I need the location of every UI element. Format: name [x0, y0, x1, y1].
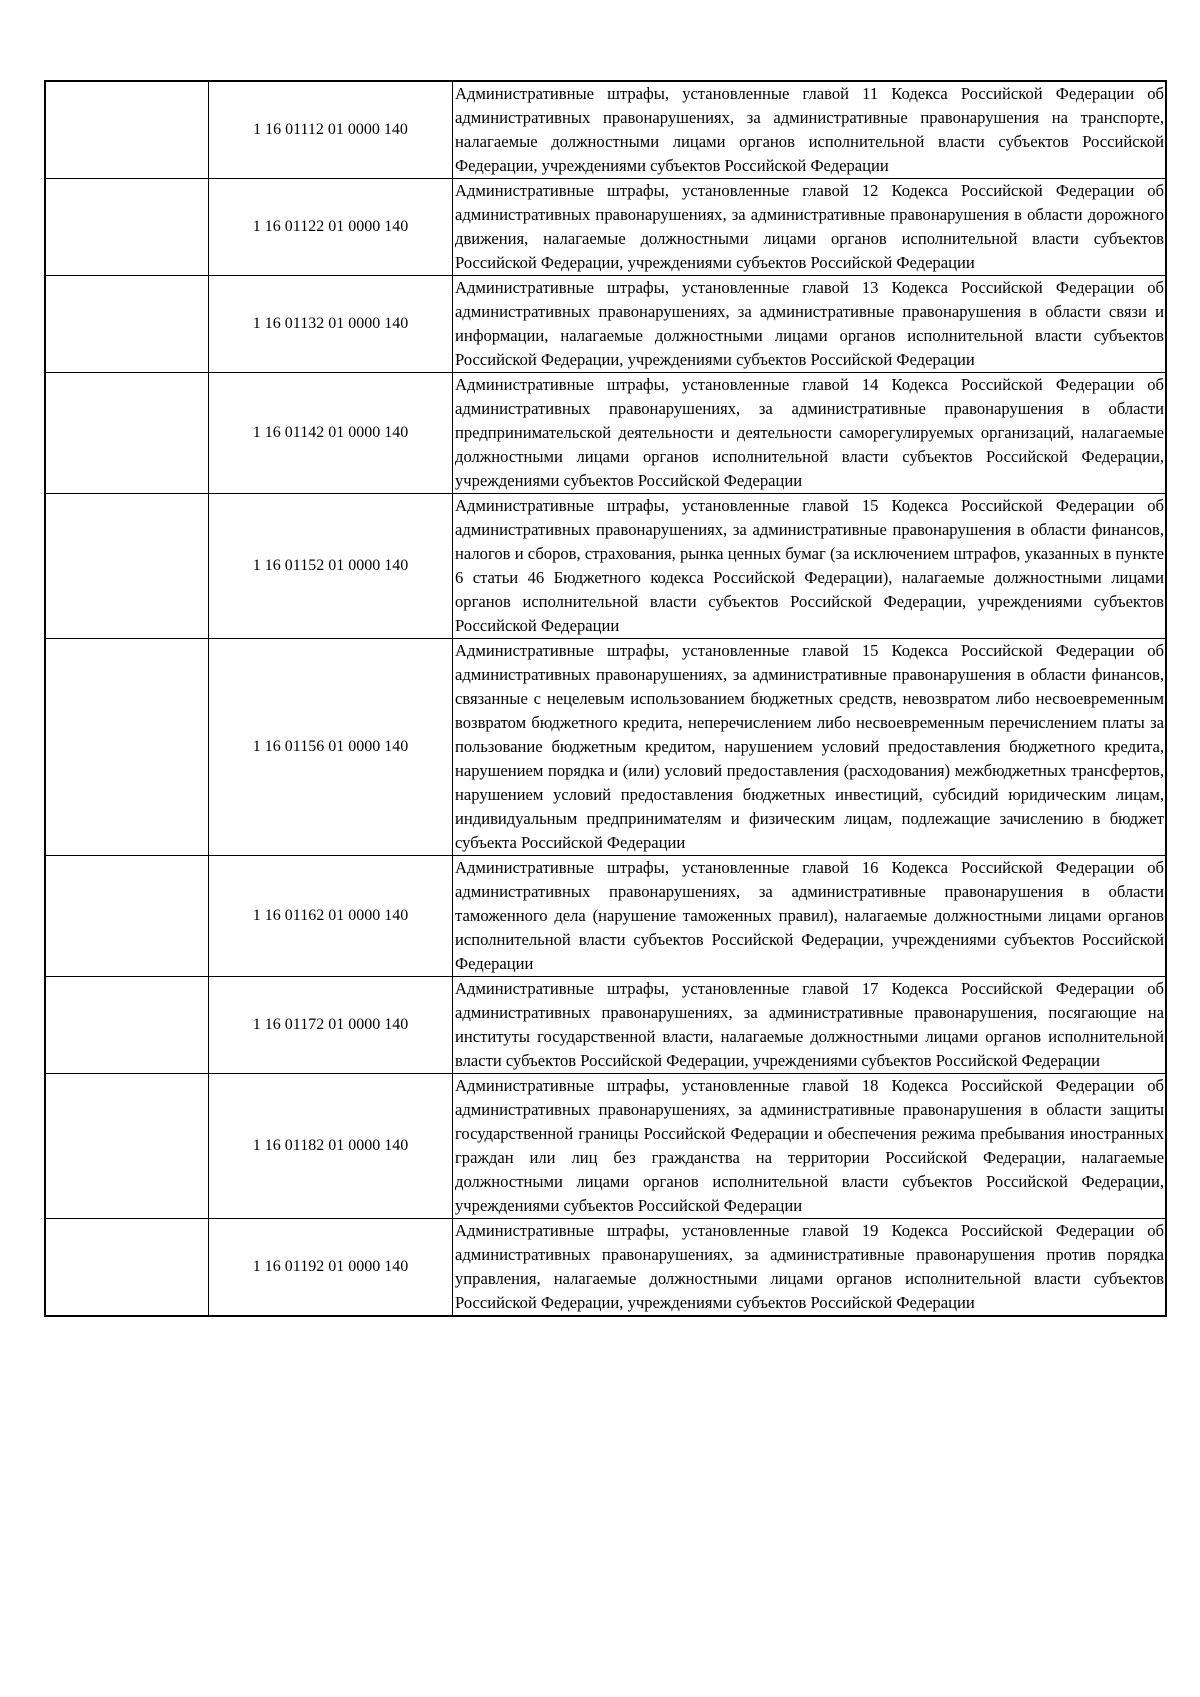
description-text: Административные штрафы, установленные главой 14 Кодекса Российской Федерации об административных правонарушениях, за административные правонарушения в области предпринимательской деятельности и деятельности саморегулируемых организаций, налагаемые должностными лицами органов исполнительной власти субъектов Российской Федерации, учреждениями субъектов Российской Федерации: [455, 375, 1164, 490]
budget-code-cell: 1 16 01112 01 0000 140: [209, 81, 453, 179]
table-row: [45, 494, 1166, 639]
admin-code-cell: [45, 1074, 209, 1219]
budget-code-cell: 1 16 01132 01 0000 140: [209, 276, 453, 373]
table-row: [45, 1219, 1166, 1317]
table-row: [45, 1074, 1166, 1219]
description-cell: [453, 373, 1167, 494]
budget-code-cell: 1 16 01122 01 0000 140: [209, 179, 453, 276]
budget-code-cell: 1 16 01152 01 0000 140: [209, 494, 453, 639]
description-cell: [453, 179, 1167, 276]
document-page: [44, 80, 1164, 1317]
description-cell: [453, 1219, 1167, 1317]
description-text: Административные штрафы, установленные главой 15 Кодекса Российской Федерации об административных правонарушениях, за административные правонарушения в области финансов, налогов и сборов, страхования, рынка ценных бумаг (за исключением штрафов, указанных в пункте 6 статьи 46 Бюджетного кодекса Российской Федерации), налагаемые должностными лицами органов исполнительной власти субъектов Российской Федерации, учреждениями субъектов Российской Федерации: [455, 496, 1164, 635]
description-text: Административные штрафы, установленные главой 13 Кодекса Российской Федерации об административных правонарушениях, за административные правонарушения в области связи и информации, налагаемые должностными лицами органов исполнительной власти субъектов Российской Федерации, учреждениями субъектов Российской Федерации: [455, 278, 1164, 369]
budget-code-cell: 1 16 01182 01 0000 140: [209, 1074, 453, 1219]
description-text: Административные штрафы, установленные главой 17 Кодекса Российской Федерации об административных правонарушениях, за административные правонарушения, посягающие на институты государственной власти, налагаемые должностными лицами органов исполнительной власти субъектов Российской Федерации, учреждениями субъектов Российской Федерации: [455, 979, 1164, 1070]
description-text: Административные штрафы, установленные главой 11 Кодекса Российской Федерации об административных правонарушениях, за административные правонарушения на транспорте, налагаемые должностными лицами органов исполнительной власти субъектов Российской Федерации, учреждениями субъектов Российской Федерации: [455, 84, 1164, 175]
description-cell: [453, 81, 1167, 179]
admin-code-cell: [45, 977, 209, 1074]
table-row: [45, 977, 1166, 1074]
table-row: [45, 639, 1166, 856]
admin-code-cell: [45, 81, 209, 179]
admin-code-cell: [45, 639, 209, 856]
description-text: Административные штрафы, установленные главой 19 Кодекса Российской Федерации об административных правонарушениях, за административные правонарушения против порядка управления, налагаемые должностными лицами органов исполнительной власти субъектов Российской Федерации, учреждениями субъектов Российской Федерации: [455, 1221, 1164, 1312]
table-row: [45, 373, 1166, 494]
description-text: Административные штрафы, установленные главой 18 Кодекса Российской Федерации об административных правонарушениях, за административные правонарушения в области защиты государственной границы Российской Федерации и обеспечения режима пребывания иностранных граждан или лиц без гражданства на территории Российской Федерации, налагаемые должностными лицами органов исполнительной власти субъектов Российской Федерации, учреждениями субъектов Российской Федерации: [455, 1076, 1164, 1215]
budget-code-cell: 1 16 01192 01 0000 140: [209, 1219, 453, 1317]
admin-code-cell: [45, 373, 209, 494]
admin-code-cell: [45, 856, 209, 977]
admin-code-cell: [45, 1219, 209, 1317]
admin-code-cell: [45, 179, 209, 276]
table-row: [45, 81, 1166, 179]
admin-code-cell: [45, 494, 209, 639]
description-text: Административные штрафы, установленные главой 16 Кодекса Российской Федерации об административных правонарушениях, за административные правонарушения в области таможенного дела (нарушение таможенных правил), налагаемые должностными лицами органов исполнительной власти субъектов Российской Федерации, учреждениями субъектов Российской Федерации: [455, 858, 1164, 973]
description-cell: [453, 276, 1167, 373]
description-cell: [453, 977, 1167, 1074]
budget-code-cell: 1 16 01162 01 0000 140: [209, 856, 453, 977]
budget-code-cell: 1 16 01156 01 0000 140: [209, 639, 453, 856]
budget-code-cell: 1 16 01142 01 0000 140: [209, 373, 453, 494]
description-text: Административные штрафы, установленные главой 12 Кодекса Российской Федерации об административных правонарушениях, за административные правонарушения в области дорожного движения, налагаемые должностными лицами органов исполнительной власти субъектов Российской Федерации, учреждениями субъектов Российской Федерации: [455, 181, 1164, 272]
description-cell: [453, 494, 1167, 639]
table-row: [45, 276, 1166, 373]
revenue-codes-table: [44, 80, 1167, 1317]
table-row: [45, 856, 1166, 977]
description-text: Административные штрафы, установленные главой 15 Кодекса Российской Федерации об административных правонарушениях, за административные правонарушения в области финансов, связанные с нецелевым использованием бюджетных средств, невозвратом либо несвоевременным возвратом бюджетного кредита, неперечислением либо несвоевременным перечислением платы за пользование бюджетным кредитом, нарушением условий предоставления бюджетного кредита, нарушением порядка и (или) условий предоставления (расходования) межбюджетных трансфертов, нарушением условий предоставления бюджетных инвестиций, субсидий юридическим лицам, индивидуальным предпринимателям и физическим лицам, подлежащие зачислению в бюджет субъекта Российской Федерации: [455, 641, 1164, 852]
description-cell: [453, 1074, 1167, 1219]
table-row: [45, 179, 1166, 276]
admin-code-cell: [45, 276, 209, 373]
description-cell: [453, 639, 1167, 856]
table-body: [45, 81, 1166, 1316]
budget-code-cell: 1 16 01172 01 0000 140: [209, 977, 453, 1074]
description-cell: [453, 856, 1167, 977]
